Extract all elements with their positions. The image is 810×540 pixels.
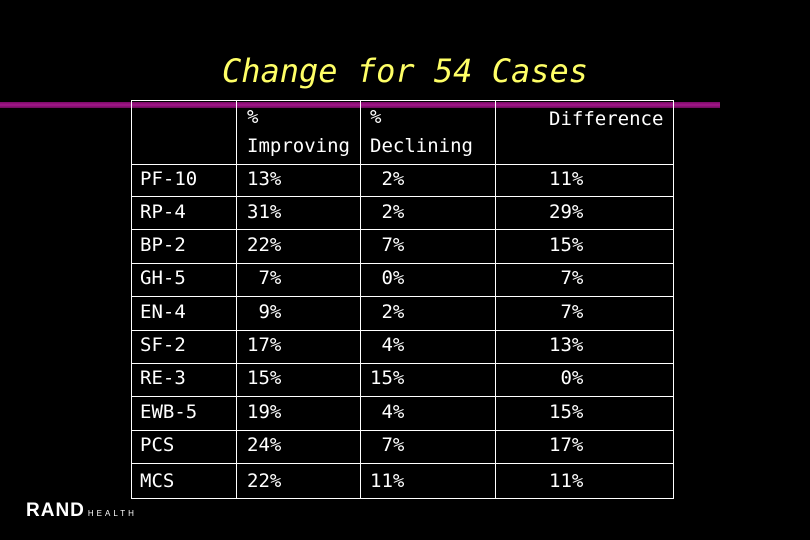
column-divider [360,100,361,499]
slide-title: Change for 54 Cases [221,52,589,90]
row-divider [131,196,674,197]
cell-difference: 13% [549,334,584,356]
cell-measure: BP-2 [140,234,186,256]
cell-measure: SF-2 [140,334,186,356]
row-divider [131,296,674,297]
cell-improving: 22% [247,234,282,256]
cell-declining: 11% [370,470,405,492]
cell-declining: 4% [370,401,405,423]
rand-health-logo [26,500,137,524]
cell-difference: 17% [549,434,584,456]
row-divider [131,430,674,431]
cell-measure: MCS [140,470,175,492]
row-divider [131,229,674,230]
row-divider [131,363,674,364]
row-divider [131,263,674,264]
cell-declining: 7% [370,234,405,256]
cell-measure: PF-10 [140,168,198,190]
cell-improving: 15% [247,367,282,389]
header-improving-label: Improving [247,135,350,157]
cell-difference: 0% [549,367,584,389]
cell-measure: PCS [140,434,175,456]
header-difference: Difference [549,108,664,130]
cell-declining: 2% [370,301,405,323]
cell-declining: 0% [370,267,405,289]
cell-difference: 15% [549,234,584,256]
cell-improving: 22% [247,470,282,492]
row-divider [131,396,674,397]
cell-improving: 9% [247,301,282,323]
row-divider [131,164,674,165]
cell-improving: 13% [247,168,282,190]
cell-improving: 17% [247,334,282,356]
cell-difference: 29% [549,201,584,223]
cell-difference: 15% [549,401,584,423]
cell-improving: 31% [247,201,282,223]
cell-measure: RP-4 [140,201,186,223]
column-divider [236,100,237,499]
cell-declining: 2% [370,201,405,223]
results-table [131,100,674,499]
cell-improving: 7% [247,267,282,289]
header-declining-label: Declining [370,135,473,157]
cell-measure: EWB-5 [140,401,198,423]
cell-difference: 7% [549,267,584,289]
cell-declining: 7% [370,434,405,456]
cell-difference: 11% [549,470,584,492]
cell-measure: GH-5 [140,267,186,289]
header-improving-symbol: % [247,106,259,128]
cell-difference: 7% [549,301,584,323]
logo-sub-text: HEALTH [87,509,137,518]
cell-difference: 11% [549,168,584,190]
column-divider [495,100,496,499]
row-divider [131,463,674,464]
cell-measure: EN-4 [140,301,186,323]
cell-measure: RE-3 [140,367,186,389]
cell-declining: 15% [370,367,405,389]
cell-declining: 4% [370,334,405,356]
cell-improving: 19% [247,401,282,423]
cell-declining: 2% [370,168,405,190]
logo-main-text: RAND [26,500,85,521]
header-declining-symbol: % [370,106,382,128]
row-divider [131,330,674,331]
cell-improving: 24% [247,434,282,456]
